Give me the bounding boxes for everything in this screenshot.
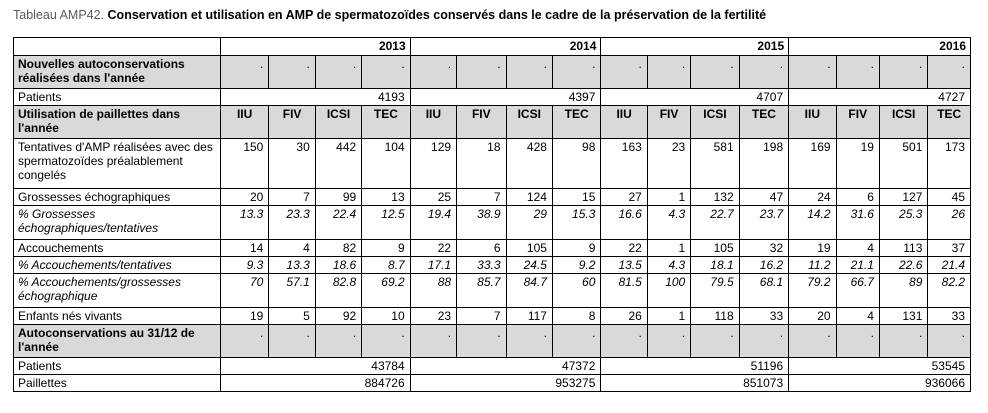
placeholder-dot: . — [601, 325, 647, 358]
data-table — [13, 37, 971, 392]
table-cell: 105 — [691, 240, 739, 257]
table-cell: 19 — [789, 240, 836, 257]
row-label: % Accouchements/tentatives — [14, 257, 221, 274]
table-cell: 1 — [647, 240, 690, 257]
table-cell: 18.6 — [315, 257, 361, 274]
table-cell: 428 — [506, 139, 552, 189]
table-cell: 20 — [789, 308, 836, 325]
table-cell: 11.2 — [789, 257, 836, 274]
table-cell: 1 — [647, 308, 690, 325]
year-total-cell: 51196 — [601, 358, 789, 375]
table-cell: 60 — [552, 274, 600, 308]
corner-cell — [14, 38, 221, 56]
placeholder-dot: . — [789, 325, 836, 358]
year-total-cell: 4193 — [220, 89, 410, 106]
table-cell: 24.5 — [506, 257, 552, 274]
placeholder-dot: . — [315, 325, 361, 358]
table-cell: 25 — [410, 189, 456, 206]
placeholder-dot: . — [739, 56, 788, 89]
table-cell: 501 — [879, 139, 927, 189]
table-cell: 69.2 — [362, 274, 410, 308]
placeholder-dot: . — [506, 56, 552, 89]
table-cell: 14 — [220, 240, 268, 257]
table-cell: 22.6 — [879, 257, 927, 274]
table-cell: 20 — [220, 189, 268, 206]
table-cell: 85.7 — [457, 274, 506, 308]
table-cell: 13 — [362, 189, 410, 206]
placeholder-dot: . — [269, 325, 315, 358]
table-cell: 38.9 — [457, 206, 506, 240]
year-header: 2013 — [220, 38, 410, 56]
technique-header: FIV — [836, 106, 879, 139]
technique-header: TEC — [739, 106, 788, 139]
placeholder-dot: . — [601, 56, 647, 89]
table-cell: 82.8 — [315, 274, 361, 308]
table-cell: 14.2 — [789, 206, 836, 240]
placeholder-dot: . — [506, 325, 552, 358]
technique-header: TEC — [362, 106, 410, 139]
table-cell: 198 — [739, 139, 788, 189]
table-cell: 13.3 — [220, 206, 268, 240]
table-cell: 132 — [691, 189, 739, 206]
section-label: Autoconservations au 31/12 de l'année — [14, 325, 221, 358]
placeholder-dot: . — [315, 56, 361, 89]
placeholder-dot: . — [928, 325, 971, 358]
table-cell: 84.7 — [506, 274, 552, 308]
table-cell: 31.6 — [836, 206, 879, 240]
table-cell: 19 — [836, 139, 879, 189]
table-cell: 23 — [647, 139, 690, 189]
placeholder-dot: . — [457, 325, 506, 358]
placeholder-dot: . — [647, 325, 690, 358]
table-cell: 127 — [879, 189, 927, 206]
table-cell: 19 — [220, 308, 268, 325]
table-cell: 81.5 — [601, 274, 647, 308]
technique-header: IIU — [220, 106, 268, 139]
year-total-cell: 884726 — [220, 375, 410, 392]
table-caption — [13, 8, 766, 22]
year-total-cell: 953275 — [410, 375, 601, 392]
table-cell: 79.2 — [789, 274, 836, 308]
table-cell: 5 — [269, 308, 315, 325]
table-cell: 163 — [601, 139, 647, 189]
table-cell: 33 — [928, 308, 971, 325]
table-cell: 26 — [601, 308, 647, 325]
table-cell: 32 — [739, 240, 788, 257]
table-cell: 24 — [789, 189, 836, 206]
technique-header: ICSI — [506, 106, 552, 139]
table-row — [14, 189, 971, 206]
row-label: Paillettes — [14, 375, 221, 392]
placeholder-dot: . — [220, 325, 268, 358]
placeholder-dot: . — [879, 56, 927, 89]
placeholder-dot: . — [691, 56, 739, 89]
table-cell: 82.2 — [928, 274, 971, 308]
table-row — [14, 274, 971, 308]
section-row-nouvelles — [14, 56, 971, 89]
table-cell: 9 — [552, 240, 600, 257]
section-row-utilisation — [14, 106, 971, 139]
table-cell: 113 — [879, 240, 927, 257]
technique-header: ICSI — [315, 106, 361, 139]
table-cell: 4.3 — [647, 257, 690, 274]
placeholder-dot: . — [362, 325, 410, 358]
table-cell: 45 — [928, 189, 971, 206]
table-cell: 22 — [410, 240, 456, 257]
patients-row — [14, 89, 971, 106]
table-row — [14, 139, 971, 189]
table-cell: 21.4 — [928, 257, 971, 274]
table-cell: 99 — [315, 189, 361, 206]
table-cell: 16.6 — [601, 206, 647, 240]
placeholder-dot: . — [739, 325, 788, 358]
table-cell: 88 — [410, 274, 456, 308]
table-cell: 4 — [836, 308, 879, 325]
table-cell: 19.4 — [410, 206, 456, 240]
table-cell: 98 — [552, 139, 600, 189]
table-cell: 57.1 — [269, 274, 315, 308]
table-cell: 25.3 — [879, 206, 927, 240]
placeholder-dot: . — [410, 56, 456, 89]
table-cell: 26 — [928, 206, 971, 240]
row-label: Enfants nés vivants — [14, 308, 221, 325]
table-cell: 21.1 — [836, 257, 879, 274]
technique-header: FIV — [457, 106, 506, 139]
table-cell: 33 — [739, 308, 788, 325]
table-cell: 23 — [410, 308, 456, 325]
year-total-cell: 936066 — [789, 375, 971, 392]
table-row — [14, 308, 971, 325]
technique-header: FIV — [269, 106, 315, 139]
row-label: % Accouchements/grossesses échographique — [14, 274, 221, 308]
table-cell: 30 — [269, 139, 315, 189]
table-cell: 18.1 — [691, 257, 739, 274]
caption-label: Tableau AMP42. — [13, 8, 105, 22]
table-cell: 79.5 — [691, 274, 739, 308]
year-total-cell: 4707 — [601, 89, 789, 106]
year-total-cell: 47372 — [410, 358, 601, 375]
placeholder-dot: . — [410, 325, 456, 358]
row-label: Tentatives d'AMP réalisées avec des spermatozoïdes préalablement congelés — [14, 139, 221, 189]
table-row — [14, 240, 971, 257]
table-cell: 105 — [506, 240, 552, 257]
table-cell: 10 — [362, 308, 410, 325]
paillettes-row — [14, 375, 971, 392]
section-row-autoconservations — [14, 325, 971, 358]
caption-text: Conservation et utilisation en AMP de spermatozoïdes conservés dans le cadre de la préservation de la fertilité — [107, 8, 767, 22]
placeholder-dot: . — [552, 56, 600, 89]
table-cell: 581 — [691, 139, 739, 189]
table-cell: 1 — [647, 189, 690, 206]
placeholder-dot: . — [457, 56, 506, 89]
placeholder-dot: . — [691, 325, 739, 358]
table-cell: 7 — [457, 308, 506, 325]
year-total-cell: 4397 — [410, 89, 601, 106]
table-cell: 100 — [647, 274, 690, 308]
technique-header: IIU — [410, 106, 456, 139]
placeholder-dot: . — [220, 56, 268, 89]
year-header: 2015 — [601, 38, 789, 56]
year-total-cell: 851073 — [601, 375, 789, 392]
table-cell: 9 — [362, 240, 410, 257]
table-cell: 7 — [457, 189, 506, 206]
table-cell: 66.7 — [836, 274, 879, 308]
table-cell: 15 — [552, 189, 600, 206]
technique-header: ICSI — [691, 106, 739, 139]
placeholder-dot: . — [928, 56, 971, 89]
placeholder-dot: . — [879, 325, 927, 358]
table-cell: 22.7 — [691, 206, 739, 240]
row-label: Patients — [14, 89, 221, 106]
table-cell: 23.3 — [269, 206, 315, 240]
table-cell: 7 — [269, 189, 315, 206]
year-total-cell: 4727 — [789, 89, 971, 106]
table-cell: 68.1 — [739, 274, 788, 308]
placeholder-dot: . — [789, 56, 836, 89]
placeholder-dot: . — [836, 325, 879, 358]
table-row — [14, 206, 971, 240]
patients-row — [14, 358, 971, 375]
table-cell: 129 — [410, 139, 456, 189]
table-cell: 15.3 — [552, 206, 600, 240]
placeholder-dot: . — [836, 56, 879, 89]
table-cell: 9.3 — [220, 257, 268, 274]
table-cell: 22 — [601, 240, 647, 257]
year-total-cell: 43784 — [220, 358, 410, 375]
table-cell: 89 — [879, 274, 927, 308]
table-cell: 4 — [836, 240, 879, 257]
placeholder-dot: . — [552, 325, 600, 358]
table-cell: 4.3 — [647, 206, 690, 240]
table-cell: 118 — [691, 308, 739, 325]
table-cell: 104 — [362, 139, 410, 189]
table-cell: 131 — [879, 308, 927, 325]
table-cell: 9.2 — [552, 257, 600, 274]
table-cell: 169 — [789, 139, 836, 189]
table-cell: 29 — [506, 206, 552, 240]
technique-header: FIV — [647, 106, 690, 139]
table-cell: 22.4 — [315, 206, 361, 240]
placeholder-dot: . — [269, 56, 315, 89]
technique-header: IIU — [601, 106, 647, 139]
table-cell: 13.5 — [601, 257, 647, 274]
table-cell: 173 — [928, 139, 971, 189]
technique-header: TEC — [928, 106, 971, 139]
table-cell: 4 — [269, 240, 315, 257]
table-cell: 12.5 — [362, 206, 410, 240]
table-cell: 27 — [601, 189, 647, 206]
technique-header: ICSI — [879, 106, 927, 139]
table-cell: 82 — [315, 240, 361, 257]
table-row — [14, 257, 971, 274]
table-cell: 23.7 — [739, 206, 788, 240]
table-cell: 17.1 — [410, 257, 456, 274]
table-cell: 70 — [220, 274, 268, 308]
table-cell: 150 — [220, 139, 268, 189]
section-label: Nouvelles autoconservations réalisées dans l'année — [14, 56, 221, 89]
row-label: Grossesses échographiques — [14, 189, 221, 206]
year-header: 2016 — [789, 38, 971, 56]
year-header: 2014 — [410, 38, 601, 56]
table-cell: 6 — [836, 189, 879, 206]
row-label: Accouchements — [14, 240, 221, 257]
table-cell: 92 — [315, 308, 361, 325]
table-cell: 16.2 — [739, 257, 788, 274]
table-cell: 37 — [928, 240, 971, 257]
table-cell: 117 — [506, 308, 552, 325]
table-cell: 124 — [506, 189, 552, 206]
row-label: Patients — [14, 358, 221, 375]
table-cell: 47 — [739, 189, 788, 206]
placeholder-dot: . — [362, 56, 410, 89]
table-cell: 442 — [315, 139, 361, 189]
year-header-row — [14, 38, 971, 56]
technique-header: IIU — [789, 106, 836, 139]
row-label: % Grossesses échographiques/tentatives — [14, 206, 221, 240]
table-cell: 33.3 — [457, 257, 506, 274]
table-cell: 18 — [457, 139, 506, 189]
year-total-cell: 53545 — [789, 358, 971, 375]
placeholder-dot: . — [647, 56, 690, 89]
table-cell: 13.3 — [269, 257, 315, 274]
technique-header: TEC — [552, 106, 600, 139]
table-cell: 6 — [457, 240, 506, 257]
section-label: Utilisation de paillettes dans l'année — [14, 106, 221, 139]
table-cell: 8 — [552, 308, 600, 325]
table-cell: 8.7 — [362, 257, 410, 274]
